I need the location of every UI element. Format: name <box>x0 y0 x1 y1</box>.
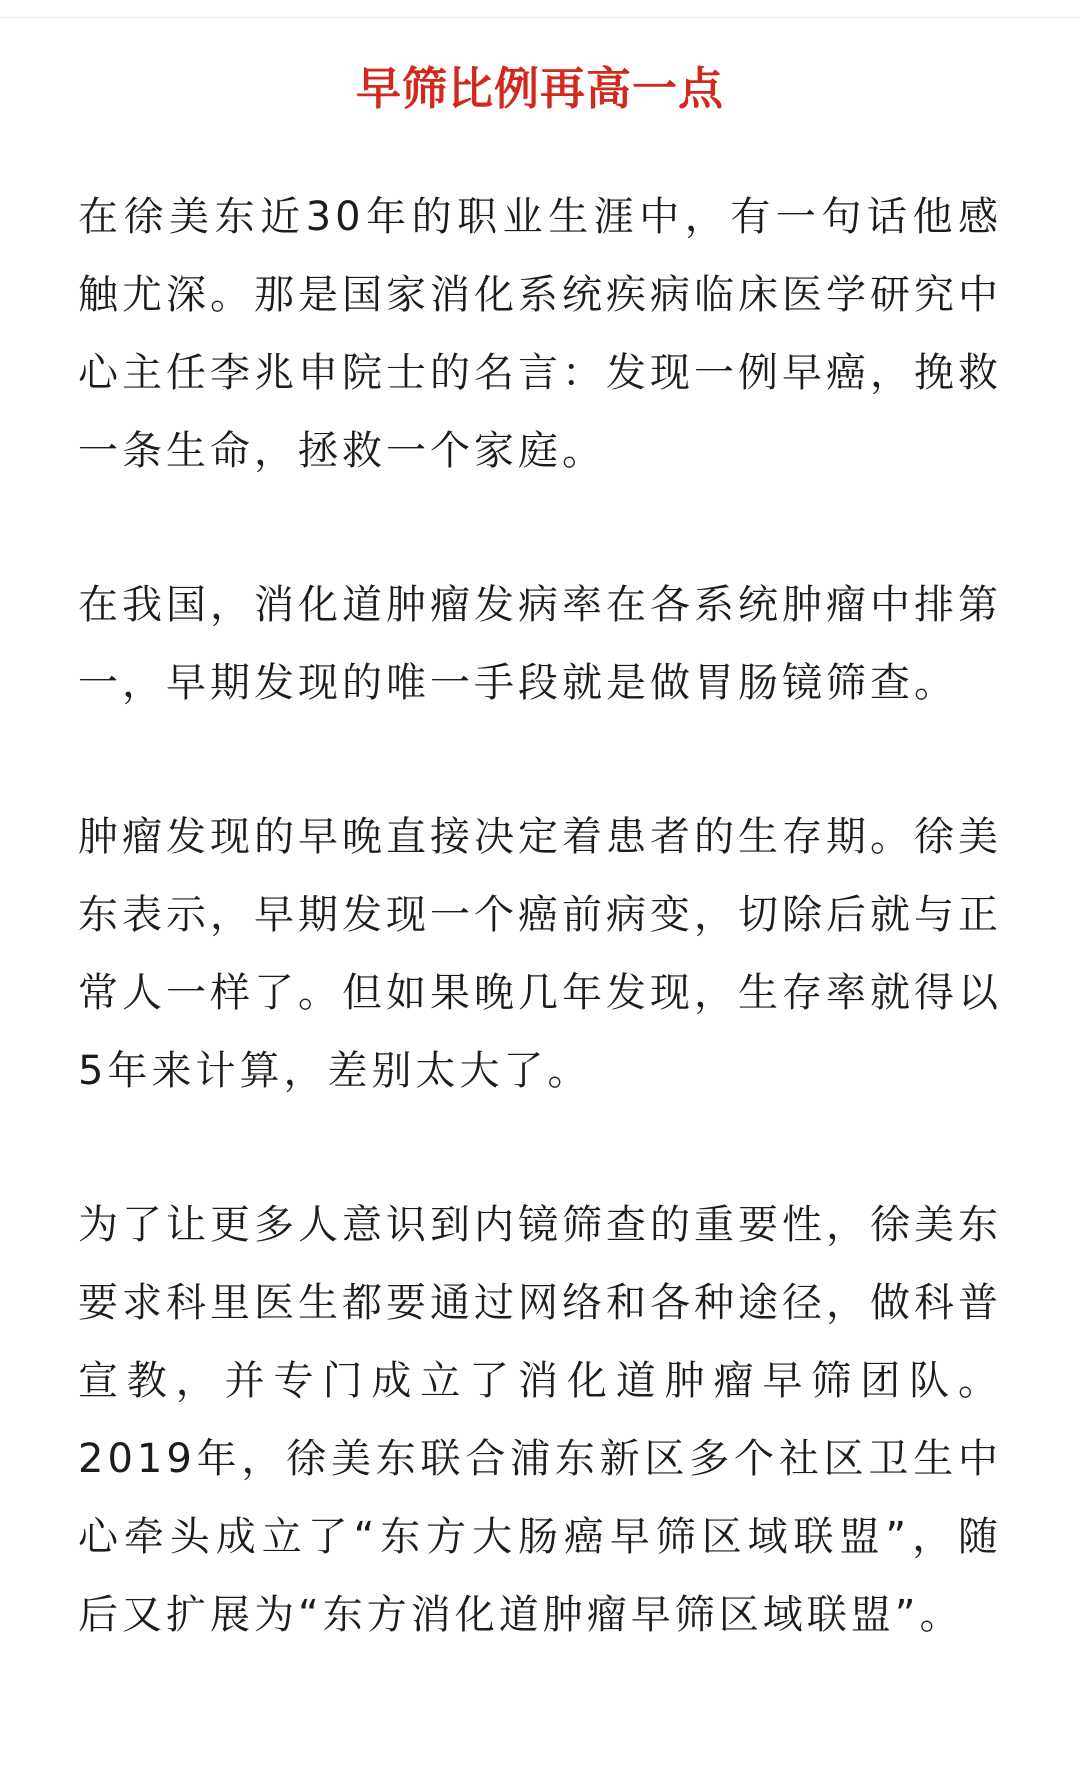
section-heading: 早筛比例再高一点 <box>355 62 724 116</box>
paragraph-1: 在徐美东近30年的职业生涯中，有一句话他感触尤深。那是国家消化系统疾病临床医学研究中心主任李兆申院士的名言：发现一例早癌，挽救一条生命，拯救一个家庭。 <box>78 194 1002 474</box>
paragraph-3: 肿瘤发现的早晚直接决定着患者的生存期。徐美东表示，早期发现一个癌前病变，切除后就与正常人一样了。但如果晚几年发现，生存率就得以5年来计算，差别太大了。 <box>78 814 1002 1094</box>
top-divider <box>0 17 1080 18</box>
paragraph-4: 为了让更多人意识到内镜筛查的重要性，徐美东要求科里医生都要通过网络和各种途径，做科普宣教，并专门成立了消化道肿瘤早筛团队。2019年，徐美东联合浦东新区多个社区卫生中心牵头成立了“东方大肠癌早筛区域联盟”，随后又扩展为“东方消化道肿瘤早筛区域联盟”。 <box>78 1202 1002 1638</box>
paragraph-2: 在我国，消化道肿瘤发病率在各系统肿瘤中排第一，早期发现的唯一手段就是做胃肠镜筛查。 <box>78 582 1002 706</box>
article-body <box>78 178 1002 1654</box>
